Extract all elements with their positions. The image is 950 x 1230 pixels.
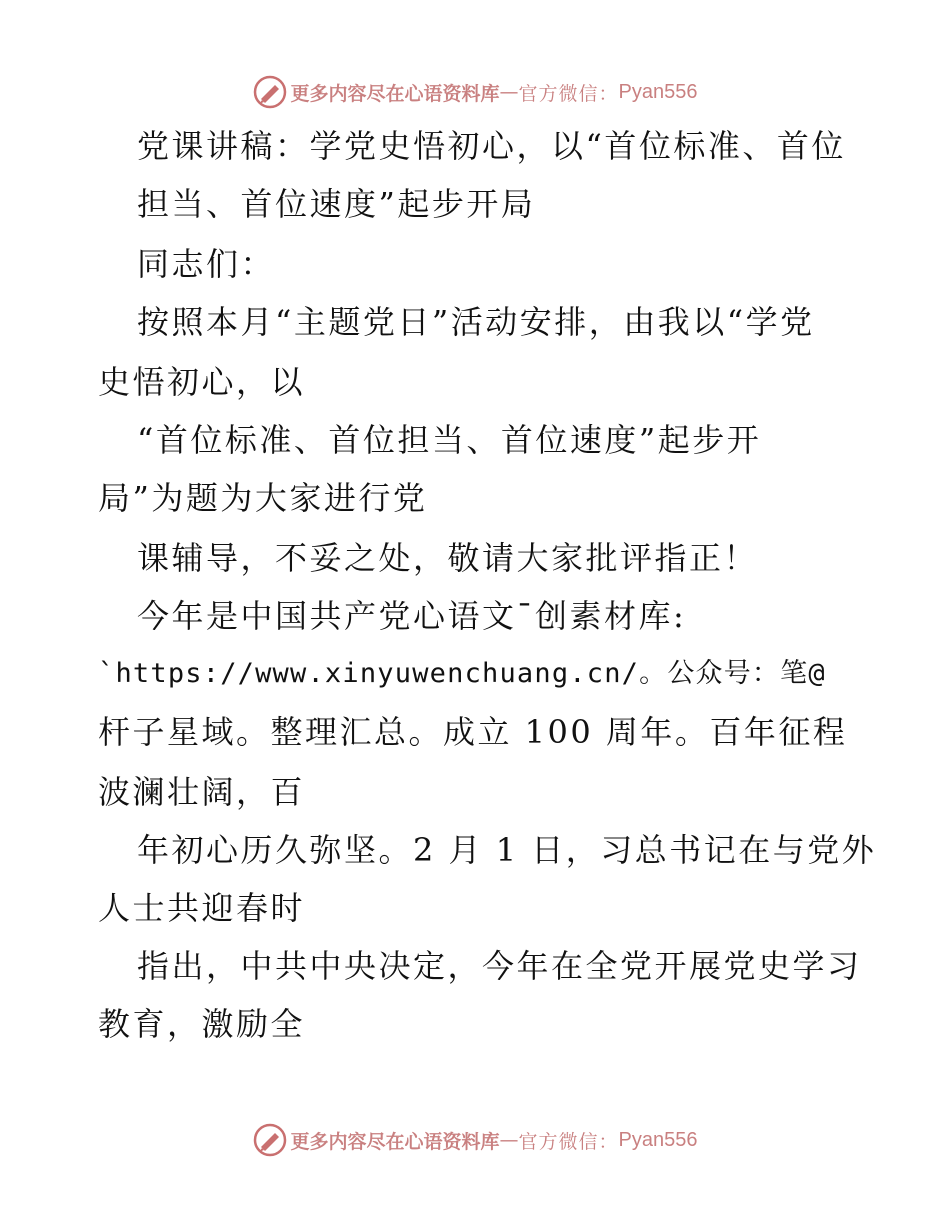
paragraph-line: 人士共迎春时 — [98, 889, 306, 927]
doc-title-line-1: 党课讲稿：学党史悟初心，以“首位标准、首位 — [137, 127, 846, 165]
banner-wechat-label: 官方微信： — [518, 82, 619, 105]
paragraph-line: “首位标准、首位担当、首位速度”起步开 — [137, 421, 762, 459]
banner-main-text: 更多内容尽在心语资料库 — [290, 1130, 500, 1153]
paragraph-line: 杆子星域。整理汇总。成立 100 周年。百年征程 — [98, 713, 848, 751]
paragraph-line: 按照本月“主题党日”活动安排，由我以“学党 — [137, 303, 815, 341]
paragraph-line: 课辅导，不妥之处，敬请大家批评指正！ — [137, 539, 759, 577]
pen-logo-icon — [253, 75, 287, 109]
pen-logo-icon — [253, 1123, 287, 1157]
doc-title-line-2: 担当、首位速度”起步开局 — [137, 185, 536, 223]
banner-wechat-id: Pyan556 — [618, 1128, 698, 1151]
header-watermark-banner — [0, 72, 950, 112]
paragraph-line: 指出，中共中央决定，今年在全党开展党史学习 — [137, 947, 862, 985]
paragraph-line: 史悟初心，以 — [98, 363, 306, 401]
banner-main-text: 更多内容尽在心语资料库 — [290, 82, 500, 105]
paragraph-line-url: `https://www.xinyuwenchuang.cn/。公众号：笔@ — [98, 658, 826, 689]
footer-watermark-banner — [0, 1120, 950, 1160]
paragraph-line: 今年是中国共产党心语文¯创素材库: — [137, 597, 687, 635]
paragraph-line: 教育，激励全 — [98, 1005, 306, 1043]
salutation: 同志们： — [137, 245, 276, 283]
banner-separator: — — [499, 81, 519, 103]
banner-separator: — — [499, 1129, 519, 1151]
banner-wechat-label: 官方微信： — [518, 1130, 619, 1153]
paragraph-line: 年初心历久弥坚。2 月 1 日，习总书记在与党外 — [137, 831, 877, 869]
paragraph-line: 波澜壮阔，百 — [98, 773, 306, 811]
paragraph-line: 局”为题为大家进行党 — [98, 479, 428, 517]
banner-wechat-id: Pyan556 — [618, 80, 698, 103]
